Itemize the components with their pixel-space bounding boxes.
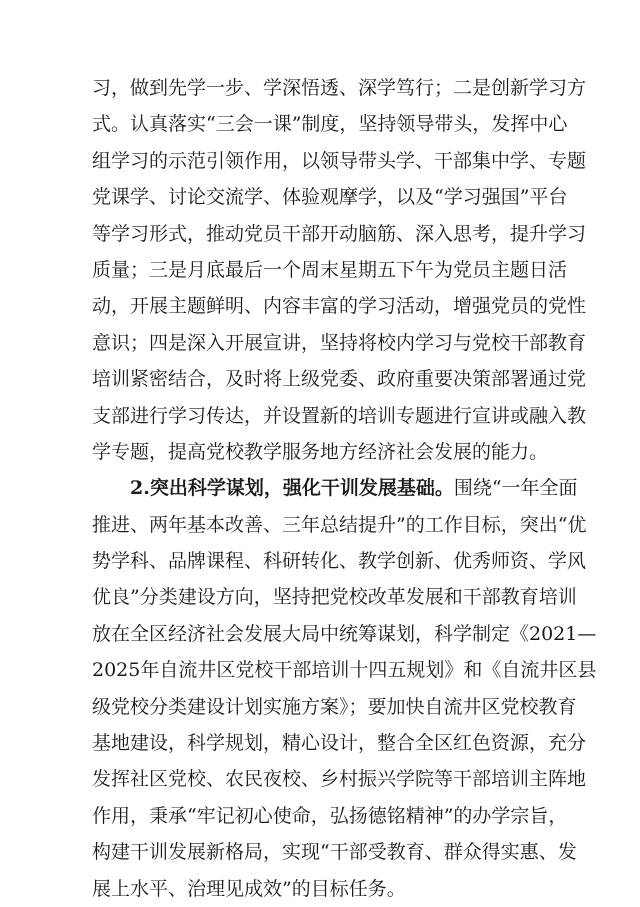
text-line: 式。认真落实“三会一课”制度，坚持领导带头，发挥中心 (92, 113, 568, 136)
text-line: 支部进行学习传达，并设置新的培训专题进行宣讲或融入教 (92, 404, 587, 427)
text-line: 党课学、讨论交流学、体验观摩学，以及“学习强国”平台 (92, 186, 568, 209)
text-line: 培训紧密结合，及时将上级党委、政府重要决策部署通过党 (92, 368, 587, 391)
text-run: 围绕“一年全面 (453, 477, 578, 500)
text-line: 习，做到先学一步、学深悟透、深学笃行；二是创新学习方 (92, 77, 587, 99)
text-line: 作用，秉承“牢记初心使命，弘扬德铭精神”的办学宗旨， (92, 804, 568, 827)
text-line: 学专题，提高党校教学服务地方经济社会发展的能力。 (92, 440, 549, 463)
text-line: 优良”分类建设方向，坚持把党校改革发展和干部教育培训 (92, 586, 577, 609)
section-heading: 2.突出科学谋划，强化干训发展基础。 (130, 477, 454, 500)
text-line: 推进、两年基本改善、三年总结提升”的工作目标，突出“优 (92, 513, 587, 536)
text-line: 势学科、品牌课程、科研转化、教学创新、优秀师资、学风 (92, 550, 587, 573)
paragraph-2-first-line (92, 470, 578, 506)
text-line: 2025年自流井区党校干部培训十四五规划》和《自流井区县 (92, 659, 597, 682)
text-line: 级党校分类建设计划实施方案》；要加快自流井区党校教育 (92, 695, 577, 718)
text-line: 展上水平、治理见成效”的目标任务。 (92, 877, 406, 900)
text-line: 动，开展主题鲜明、内容丰富的学习活动，增强党员的党性 (92, 295, 587, 318)
paragraph-2 (92, 470, 597, 907)
text-line: 基地建设，科学规划，精心设计，整合全区红色资源，充分 (92, 732, 587, 755)
text-line: 意识；四是深入开展宣讲，坚持将校内学习与党校干部教育 (92, 331, 587, 354)
text-line: 构建干训发展新格局，实现“干部受教育、群众得实惠、发 (92, 841, 577, 864)
document-body (92, 70, 597, 907)
text-line: 等学习形式，推动党员干部开动脑筋、深入思考，提升学习 (92, 222, 587, 245)
paragraph-1 (92, 70, 587, 470)
text-line: 放在全区经济社会发展大局中统筹谋划，科学制定《2021— (92, 622, 597, 645)
text-line: 组学习的示范引领作用，以领导带头学、干部集中学、专题 (92, 149, 587, 172)
text-line: 质量；三是月底最后一个周末星期五下午为党员主题日活 (92, 258, 568, 281)
text-line: 发挥社区党校、农民夜校、乡村振兴学院等干部培训主阵地 (92, 768, 587, 791)
